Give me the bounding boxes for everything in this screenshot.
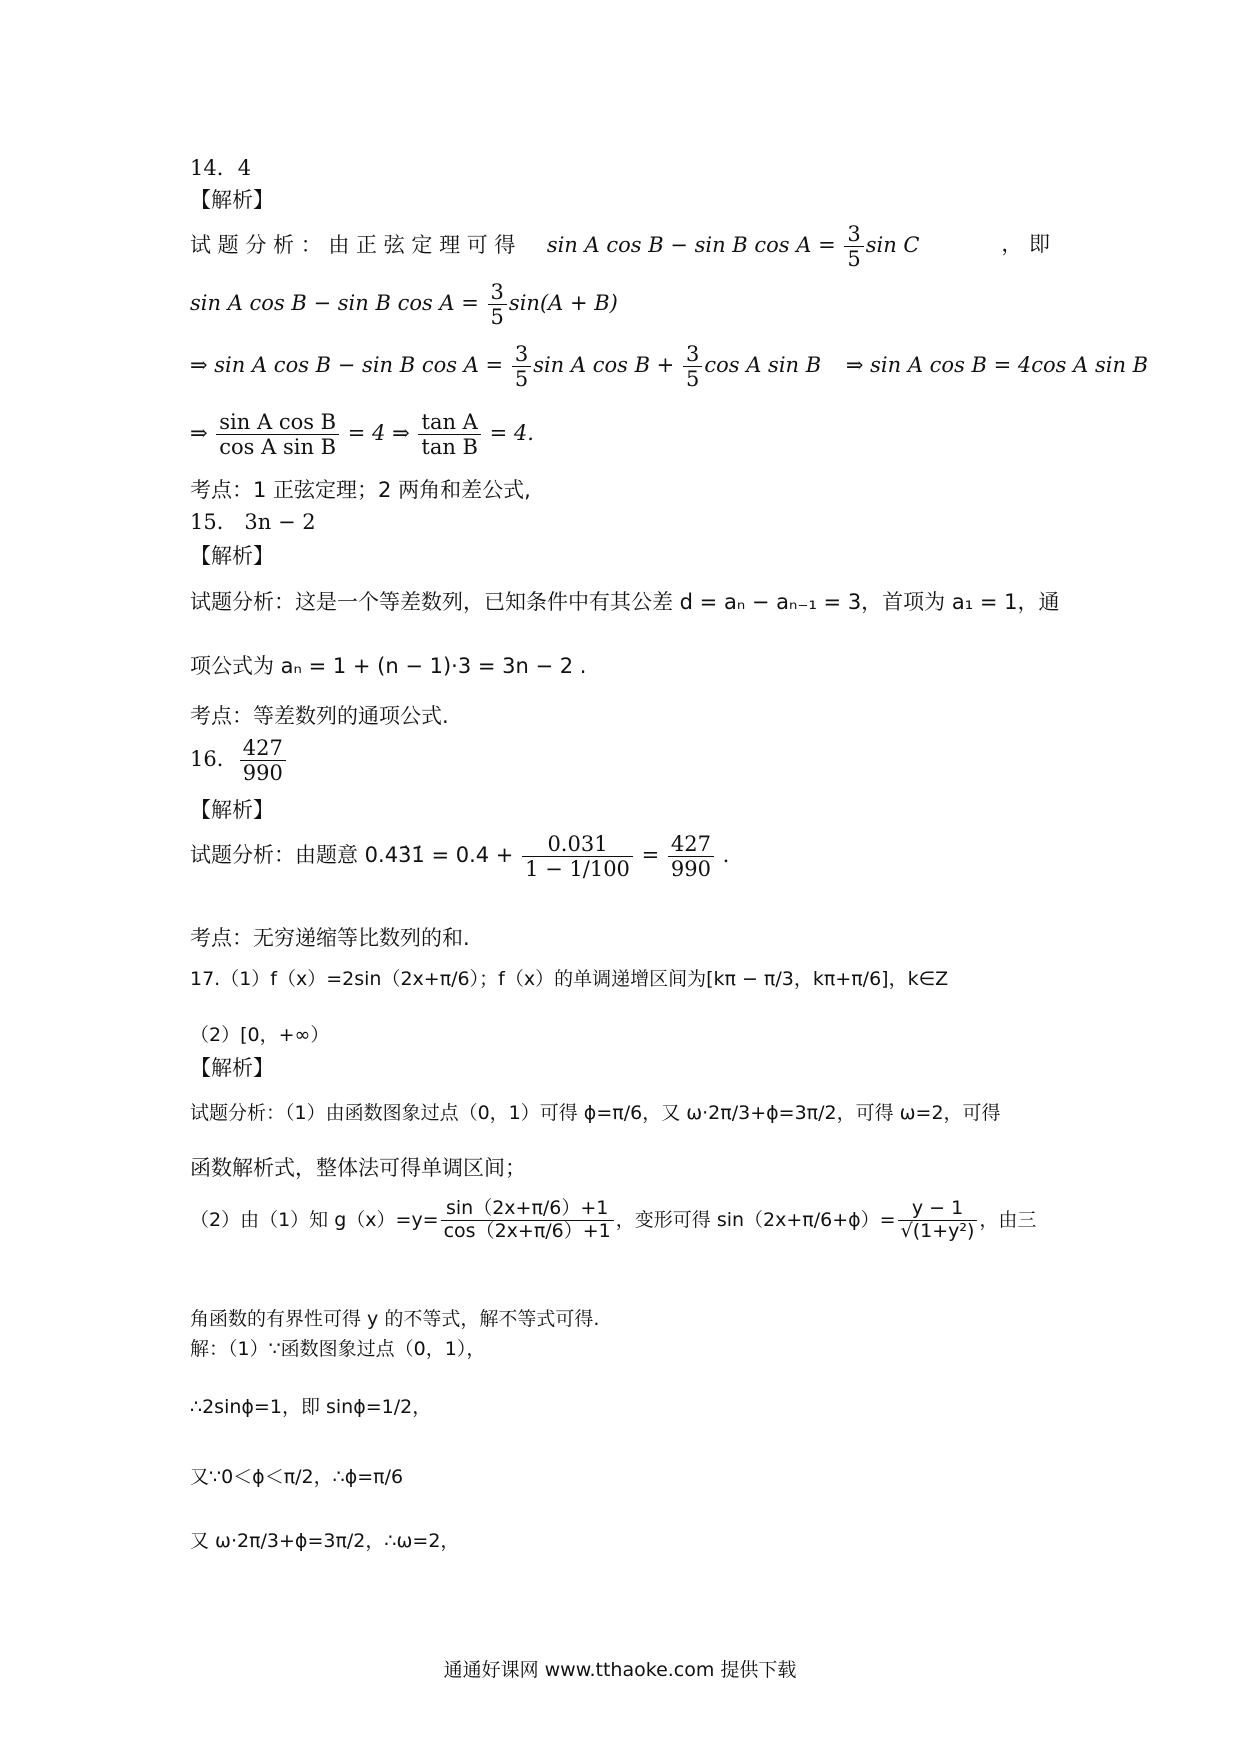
answer-16: 16． $\frac{427}{990}$ — [190, 736, 288, 785]
analysis-17-line1: 试题分析：（1）由函数图象过点（0，1）可得 ϕ=π/6，又 ω·2π/3+ϕ=3π/2，可得 ω=2，可得 — [190, 1102, 1001, 1124]
fraction: $\frac{3}{5}$ — [488, 280, 507, 329]
fraction: $\frac{\sin(2x+\pi/6)+1}{\cos(2x+\pi/6)+1}$ — [441, 1198, 614, 1243]
fraction: $\frac{3}{5}$ — [844, 222, 863, 271]
analysis-17-line2: 函数解析式，整体法可得单调区间； — [190, 1156, 526, 1180]
fraction: $\frac{3}{5}$ — [512, 342, 531, 391]
kaodian-15: 考点：等差数列的通项公式. — [190, 704, 449, 728]
math-expr: sin A cos B − sin B cos A = — [546, 233, 843, 258]
analysis-text: ， 即 — [1001, 232, 1050, 256]
solution-line4: 又 ω·2π/3+ϕ=3π/2，∴ω=2， — [190, 1530, 460, 1552]
fraction: $\frac{427}{990}$ — [240, 736, 286, 785]
kaodian-16: 考点：无穷递缩等比数列的和. — [190, 926, 470, 950]
fraction: $\frac{y - 1}{\text{√(1+y²)}}$ — [898, 1198, 978, 1243]
fraction: $\frac{\text{sin A cos B}}{\text{cos A sin B}}$ — [216, 410, 339, 459]
analysis-14-line4: ⇒ $\frac{\text{sin A cos B}}{\text{cos A sin B}}$ = 4 ⇒ $\frac{\text{tan A}}{\text{tan B}}$ = 4. — [190, 410, 534, 460]
analysis-14-line2: sin A cos B − sin B cos A = $\frac{3}{5}$ sin(A + B) — [190, 280, 618, 330]
answer-14: 14．4 — [190, 156, 252, 180]
jiexi-label: 【解析】 — [190, 544, 274, 568]
kaodian-14: 考点：1 正弦定理；2 两角和差公式, — [190, 478, 531, 502]
answer-17-part2: （2）[0，+∞） — [190, 1024, 330, 1046]
math-expr: sin C — [865, 233, 920, 258]
jiexi-label: 【解析】 — [190, 1056, 274, 1080]
solution-line2: ∴2sinϕ=1，即 sinϕ=1/2， — [190, 1396, 432, 1418]
analysis-14-line1 — [190, 222, 1050, 271]
fraction: $\frac{\text{tan A}}{\text{tan B}}$ — [418, 410, 481, 459]
fraction: $\frac{3}{5}$ — [683, 342, 702, 391]
analysis-17-line3: （2）由（1）知 g（x）=y= $\frac{\sin(2x+\pi/6)+1}{\cos(2x+\pi/6)+1}$ ，变形可得 sin（2x+π/6+ϕ）= $\frac{y - 1}{\text{√(1+y²)}}$ ，由三 — [190, 1197, 1037, 1242]
analysis-17-line4: 角函数的有界性可得 y 的不等式，解不等式可得. — [190, 1308, 600, 1330]
solution-line1: 解：（1）∵函数图象过点（0，1）， — [190, 1338, 486, 1360]
jiexi-label: 【解析】 — [190, 798, 274, 822]
fraction: $\frac{427}{990}$ — [668, 832, 714, 881]
fraction: $\frac{0.031}{1 - 1/100}$ — [522, 832, 633, 881]
analysis-14-line3: ⇒ sin A cos B − sin B cos A = $\frac{3}{5}$ sin A cos B + $\frac{3}{5}$ cos A sin B ⇒ sin A cos B = 4cos A sin B — [190, 342, 1149, 392]
answer-17-part1: 17.（1）f（x）=2sin（2x+π/6）；f（x）的单调递增区间为[kπ − π/3，kπ+π/6]，k∈Z — [190, 968, 949, 990]
answer-15: 15． 3n − 2 — [190, 510, 316, 534]
analysis-16: 试题分析：由题意 0.43̇1̇ = 0.4 + $\frac{0.031}{1 - 1/100}$ = $\frac{427}{990}$ . — [190, 832, 730, 882]
analysis-15-line1: 试题分析：这是一个等差数列，已知条件中有其公差 d = aₙ − aₙ₋₁ = 3，首项为 a₁ = 1，通 — [190, 590, 1060, 614]
analysis-text: 试 题 分 析 ： 由 正 弦 定 理 可 得 — [190, 233, 516, 258]
page-footer: 通通好课网 www.tthaoke.com 提供下载 — [443, 1659, 797, 1681]
solution-line3: 又∵0＜ϕ＜π/2，∴ϕ=π/6 — [190, 1466, 404, 1488]
analysis-15-line2: 项公式为 aₙ = 1 + (n − 1)·3 = 3n − 2 . — [190, 654, 587, 678]
jiexi-label: 【解析】 — [190, 188, 274, 212]
